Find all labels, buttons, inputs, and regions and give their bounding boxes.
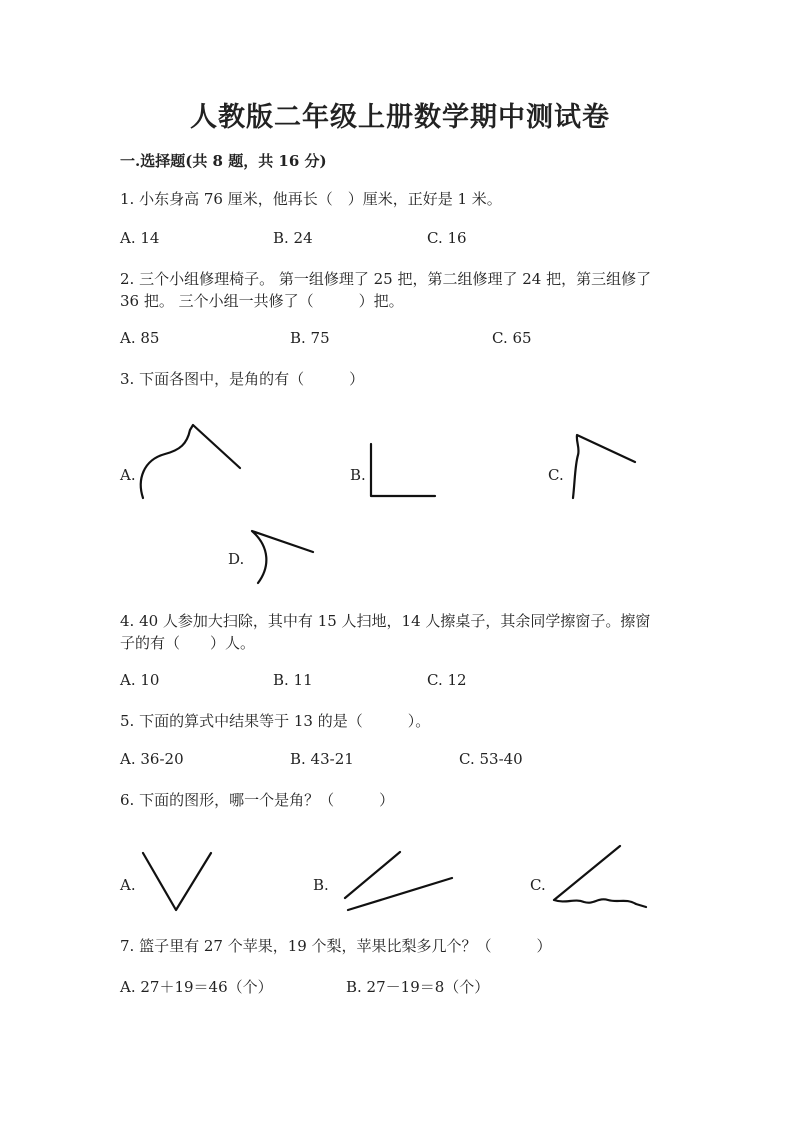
question-3-option-d[interactable]: D. (228, 550, 245, 568)
question-4-text-line-1: 4. 40 人参加大扫除，其中有 15 人扫地，14 人擦桌子，其余同学擦窗子。擦窗 (120, 612, 651, 630)
question-1-text: 1. 小东身高 76 厘米，他再长（ ）厘米，正好是 1 米。 (120, 190, 502, 208)
question-3-option-a[interactable]: A. (120, 466, 136, 484)
question-3-option-b[interactable]: B. (350, 466, 366, 484)
question-4-text-line-2: 子的有（ ）人。 (120, 634, 256, 652)
question-2-option-a[interactable]: A. 85 (120, 329, 160, 347)
question-6-text: 6. 下面的图形，哪一个是角？（ ） (120, 791, 395, 809)
question-5-option-c[interactable]: C. 53-40 (459, 750, 523, 768)
question-6-option-c[interactable]: C. (530, 876, 546, 894)
question-2-text-line-2: 36 把。 三个小组一共修了（ ）把。 (120, 292, 404, 310)
question-1-option-c[interactable]: C. 16 (427, 229, 467, 247)
question-7-text: 7. 篮子里有 27 个苹果，19 个梨，苹果比梨多几个？（ ） (120, 937, 552, 955)
question-6-figure-a (138, 848, 218, 916)
question-4-option-b[interactable]: B. 11 (273, 671, 313, 689)
section-heading: 一.选择题(共 8 题，共 16 分) (120, 152, 327, 170)
question-2-option-b[interactable]: B. 75 (290, 329, 330, 347)
question-5-option-b[interactable]: B. 43-21 (290, 750, 354, 768)
question-6-option-b[interactable]: B. (313, 876, 329, 894)
question-6-figure-b (340, 848, 460, 916)
question-3-figure-c (565, 430, 645, 505)
question-3-figure-d (248, 525, 323, 590)
question-7-option-a[interactable]: A. 27＋19＝46（个） (120, 978, 273, 996)
question-3-figure-b (365, 440, 445, 500)
question-1-option-a[interactable]: A. 14 (120, 229, 160, 247)
question-5-option-a[interactable]: A. 36-20 (120, 750, 184, 768)
question-1-option-b[interactable]: B. 24 (273, 229, 313, 247)
question-5-text: 5. 下面的算式中结果等于 13 的是（ ）。 (120, 712, 431, 730)
question-4-option-c[interactable]: C. 12 (427, 671, 467, 689)
question-2-text-line-1: 2. 三个小组修理椅子。 第一组修理了 25 把，第二组修理了 24 把，第三组修了 (120, 270, 652, 288)
question-4-option-a[interactable]: A. 10 (120, 671, 160, 689)
question-6-option-a[interactable]: A. (120, 876, 136, 894)
question-6-figure-c (548, 842, 653, 914)
question-7-option-b[interactable]: B. 27－19＝8（个） (346, 978, 490, 996)
page-title: 人教版二年级上册数学期中测试卷 (190, 102, 610, 133)
question-3-option-c[interactable]: C. (548, 466, 564, 484)
question-3-text: 3. 下面各图中，是角的有（ ） (120, 370, 365, 388)
question-3-figure-a (135, 420, 255, 505)
question-2-option-c[interactable]: C. 65 (492, 329, 532, 347)
